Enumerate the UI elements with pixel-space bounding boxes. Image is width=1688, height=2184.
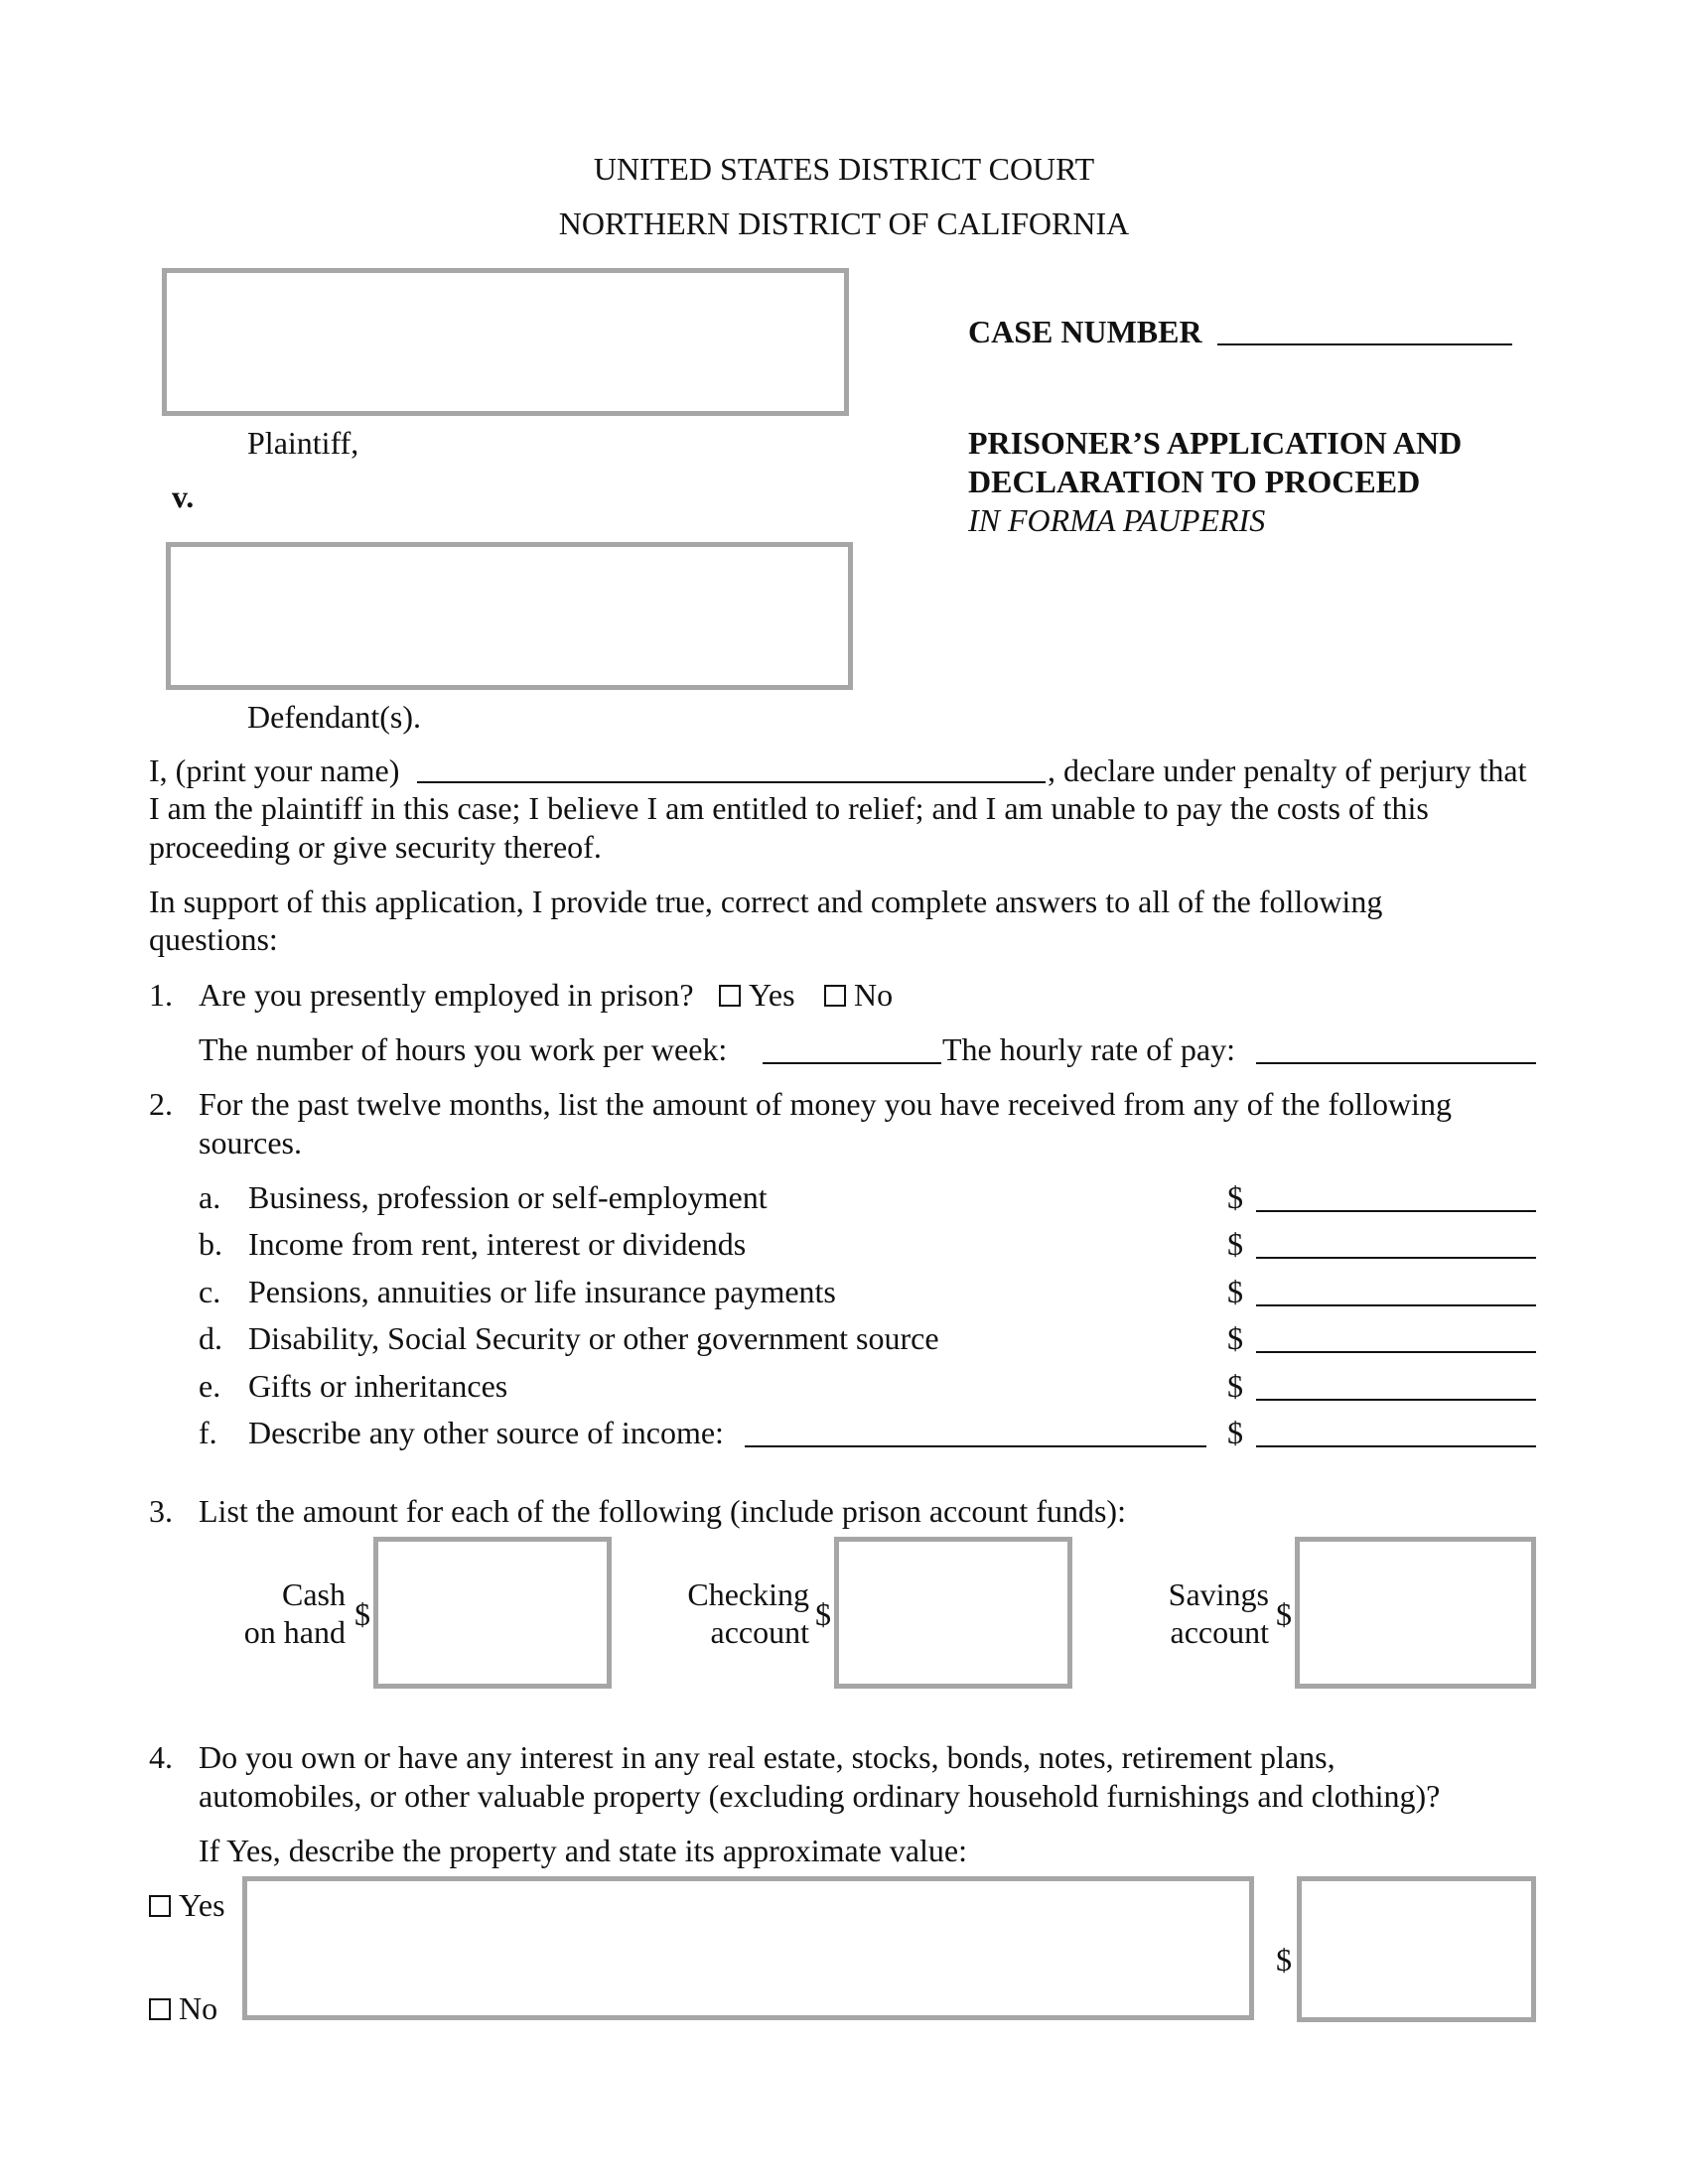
- support-line2: questions:: [149, 921, 278, 957]
- q1-hours-label: The number of hours you work per week:: [199, 1031, 728, 1067]
- cash-on-hand-box[interactable]: [373, 1537, 612, 1689]
- q1-no-checkbox[interactable]: [824, 985, 846, 1007]
- q4-no-option[interactable]: [149, 1992, 217, 2024]
- currency-symbol: $: [1276, 1596, 1292, 1632]
- q2-amount-field-d[interactable]: [1256, 1351, 1536, 1353]
- q1-yes-checkbox[interactable]: [719, 985, 741, 1007]
- q4-line3: If Yes, describe the property and state its approximate value:: [199, 1833, 967, 1868]
- q3-text: List the amount for each of the following (include prison account funds):: [199, 1493, 1126, 1529]
- form-title-line1: PRISONER’S APPLICATION AND: [968, 425, 1463, 461]
- q4-line2: automobiles, or other valuable property (excluding ordinary household furnishings and clothing)?: [199, 1778, 1441, 1814]
- defendant-label: Defendant(s).: [247, 699, 422, 735]
- q2-item-letter: d.: [199, 1320, 222, 1356]
- q2-line1: For the past twelve months, list the amount of money you have received from any of the following: [199, 1086, 1452, 1122]
- q4-number: 4.: [149, 1739, 173, 1775]
- form-title-line3: IN FORMA PAUPERIS: [968, 502, 1266, 538]
- q2-item-label: Disability, Social Security or other government source: [248, 1320, 939, 1356]
- declaration-suffix: , declare under penalty of perjury that: [1048, 752, 1527, 788]
- currency-symbol: $: [1276, 1942, 1292, 1978]
- checking-label-line2: account: [710, 1614, 809, 1650]
- q2-item-label: Gifts or inheritances: [248, 1368, 508, 1404]
- property-value-box[interactable]: [1297, 1876, 1536, 2022]
- cash-label-line2: on hand: [243, 1614, 346, 1650]
- q4-yes-checkbox[interactable]: [149, 1895, 171, 1917]
- checking-account-box[interactable]: [834, 1537, 1072, 1689]
- q2-amount-field-a[interactable]: [1256, 1210, 1536, 1212]
- support-line1: In support of this application, I provide true, correct and complete answers to all of the following: [149, 884, 1383, 919]
- court-name: UNITED STATES DISTRICT COURT: [593, 151, 1095, 187]
- declaration-line3: proceeding or give security thereof.: [149, 829, 602, 865]
- currency-symbol: $: [1227, 1274, 1243, 1309]
- savings-label-line1: Savings: [1168, 1576, 1269, 1612]
- currency-symbol: $: [1227, 1368, 1243, 1404]
- currency-symbol: $: [354, 1596, 370, 1632]
- q2-item-letter: e.: [199, 1368, 221, 1404]
- q2-item-label: Income from rent, interest or dividends: [248, 1226, 747, 1262]
- savings-label-line2: account: [1170, 1614, 1269, 1650]
- form-title-line2: DECLARATION TO PROCEED: [968, 464, 1421, 499]
- q4-no-checkbox[interactable]: [149, 1998, 171, 2020]
- q2-number: 2.: [149, 1086, 173, 1122]
- case-number-label: CASE NUMBER: [968, 314, 1202, 349]
- q2-item-letter: b.: [199, 1226, 222, 1262]
- q2-other-source-field[interactable]: [745, 1445, 1206, 1447]
- q4-yes-option[interactable]: [149, 1889, 225, 1921]
- q2-amount-field-c[interactable]: [1256, 1304, 1536, 1306]
- q1-no-option[interactable]: [824, 979, 893, 1011]
- plaintiff-label: Plaintiff,: [247, 425, 359, 461]
- q1-yes-label: Yes: [749, 977, 795, 1013]
- q1-text: Are you presently employed in prison?: [199, 977, 694, 1013]
- q4-yes-label: Yes: [179, 1887, 225, 1923]
- q1-rate-label: The hourly rate of pay:: [942, 1031, 1235, 1067]
- cash-label-line1: Cash: [282, 1576, 346, 1612]
- q2-amount-field-e[interactable]: [1256, 1399, 1536, 1401]
- declaration-line2: I am the plaintiff in this case; I believe I am entitled to relief; and I am unable to pay the costs of this: [149, 790, 1429, 826]
- defendant-name-box[interactable]: [166, 542, 853, 690]
- currency-symbol: $: [1227, 1226, 1243, 1262]
- q1-number: 1.: [149, 977, 173, 1013]
- q2-item-letter: c.: [199, 1274, 221, 1309]
- case-number-field[interactable]: [1217, 343, 1512, 345]
- q2-item-label: Business, profession or self-employment: [248, 1179, 768, 1215]
- q2-item-letter: a.: [199, 1179, 221, 1215]
- plaintiff-name-box[interactable]: [162, 268, 849, 416]
- q2-item-label: Describe any other source of income:: [248, 1415, 724, 1450]
- q2-item-label: Pensions, annuities or life insurance payments: [248, 1274, 836, 1309]
- currency-symbol: $: [1227, 1179, 1243, 1215]
- q1-no-label: No: [854, 977, 894, 1013]
- savings-account-box[interactable]: [1295, 1537, 1536, 1689]
- q2-amount-field-f[interactable]: [1256, 1445, 1536, 1447]
- versus-label: v.: [172, 478, 195, 514]
- q4-line1: Do you own or have any interest in any real estate, stocks, bonds, notes, retirement plans,: [199, 1739, 1336, 1775]
- currency-symbol: $: [815, 1596, 831, 1632]
- q2-line2: sources.: [199, 1125, 302, 1160]
- q4-no-label: No: [179, 1990, 218, 2026]
- q2-item-letter: f.: [199, 1415, 217, 1450]
- checking-label-line1: Checking: [687, 1576, 809, 1612]
- currency-symbol: $: [1227, 1320, 1243, 1356]
- print-name-field[interactable]: [417, 781, 1046, 783]
- q1-yes-option[interactable]: [719, 979, 795, 1011]
- district-name: NORTHERN DISTRICT OF CALIFORNIA: [558, 205, 1130, 241]
- q2-amount-field-b[interactable]: [1256, 1257, 1536, 1259]
- q1-rate-field[interactable]: [1256, 1062, 1536, 1064]
- currency-symbol: $: [1227, 1415, 1243, 1450]
- q3-number: 3.: [149, 1493, 173, 1529]
- property-description-box[interactable]: [242, 1876, 1254, 2020]
- q1-hours-field[interactable]: [763, 1062, 941, 1064]
- declaration-prefix: I, (print your name): [149, 752, 400, 788]
